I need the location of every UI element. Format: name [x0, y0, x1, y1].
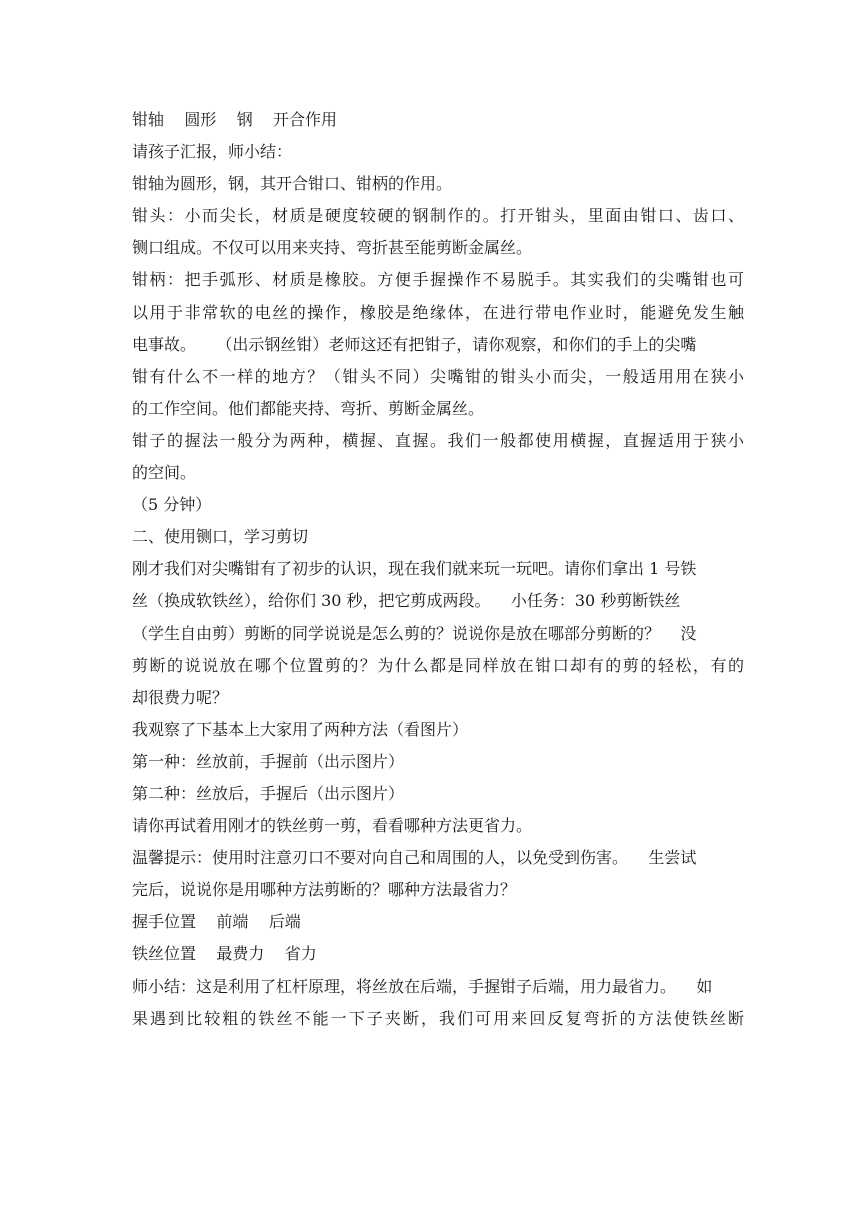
text-line: 刚才我们对尖嘴钳有了初步的认识，现在我们就来玩一玩吧。请你们拿出 1 号铁 [132, 559, 697, 579]
text-line: 钳子的握法一般分为两种，横握、直握。我们一般都使用横握，直握适用于狭小 [132, 430, 744, 450]
text-line: 握手位置 前端 后端 [132, 912, 301, 932]
text-line: 铁丝位置 最费力 省力 [132, 944, 317, 964]
text-line: 我观察了下基本上大家用了两种方法（看图片） [132, 719, 469, 739]
text-line: 却很费力呢？ [132, 687, 229, 707]
text-line: 电事故。 （出示钢丝钳）老师这还有把钳子，请你观察，和你们的手上的尖嘴 [132, 334, 697, 354]
text-line: 钳轴 圆形 钢 开合作用 [132, 110, 338, 129]
text-line: 请孩子汇报，师小结： [132, 142, 293, 162]
text-line: 请你再试着用刚才的铁丝剪一剪，看看哪种方法更省力。 [132, 816, 533, 836]
text-line: 果遇到比较粗的铁丝不能一下子夹断，我们可用来回反复弯折的方法使铁丝断 [132, 1008, 744, 1028]
text-line: 师小结：这是利用了杠杆原理，将丝放在后端，手握钳子后端，用力最省力。 如 [132, 976, 713, 996]
document-page [132, 108, 744, 1039]
section-heading: 二、使用铡口，学习剪切 [132, 527, 309, 547]
text-line: 钳轴为圆形，钢，其开合钳口、钳柄的作用。 [132, 174, 453, 194]
text-line: 以用于非常软的电丝的操作，橡胶是绝缘体，在进行带电作业时，能避免发生触 [132, 302, 744, 322]
text-line: 丝（换成软铁丝），给你们 30 秒，把它剪成两段。 小任务：30 秒剪断铁丝 [132, 591, 681, 611]
text-line: 剪断的说说放在哪个位置剪的？为什么都是同样放在钳口却有的剪的轻松，有的 [132, 655, 744, 675]
text-line: 的工作空间。他们都能夹持、弯折、剪断金属丝。 [132, 398, 485, 418]
text-line: （5 分钟） [132, 495, 212, 515]
text-line: 钳柄：把手弧形、材质是橡胶。方便手握操作不易脱手。其实我们的尖嘴钳也可 [132, 270, 744, 290]
text-line: （学生自由剪）剪断的同学说说是怎么剪的？说说你是放在哪部分剪断的？ 没 [132, 623, 697, 643]
text-line: 钳有什么不一样的地方？（钳头不同）尖嘴钳的钳头小而尖，一般适用用在狭小 [132, 366, 744, 386]
text-line: 完后，说说你是用哪种方法剪断的？哪种方法最省力？ [132, 880, 517, 900]
text-line: 温馨提示：使用时注意刃口不要对向自己和周围的人，以免受到伤害。 生尝试 [132, 848, 697, 868]
text-line: 的空间。 [132, 463, 197, 483]
text-line: 第一种：丝放前，手握前（出示图片） [132, 751, 405, 771]
text-line: 铡口组成。不仅可以用来夹持、弯折甚至能剪断金属丝。 [132, 238, 533, 258]
text-line: 第二种：丝放后，手握后（出示图片） [132, 783, 405, 803]
text-line: 钳头：小而尖长，材质是硬度较硬的钢制作的。打开钳头，里面由钳口、齿口、 [132, 206, 744, 226]
